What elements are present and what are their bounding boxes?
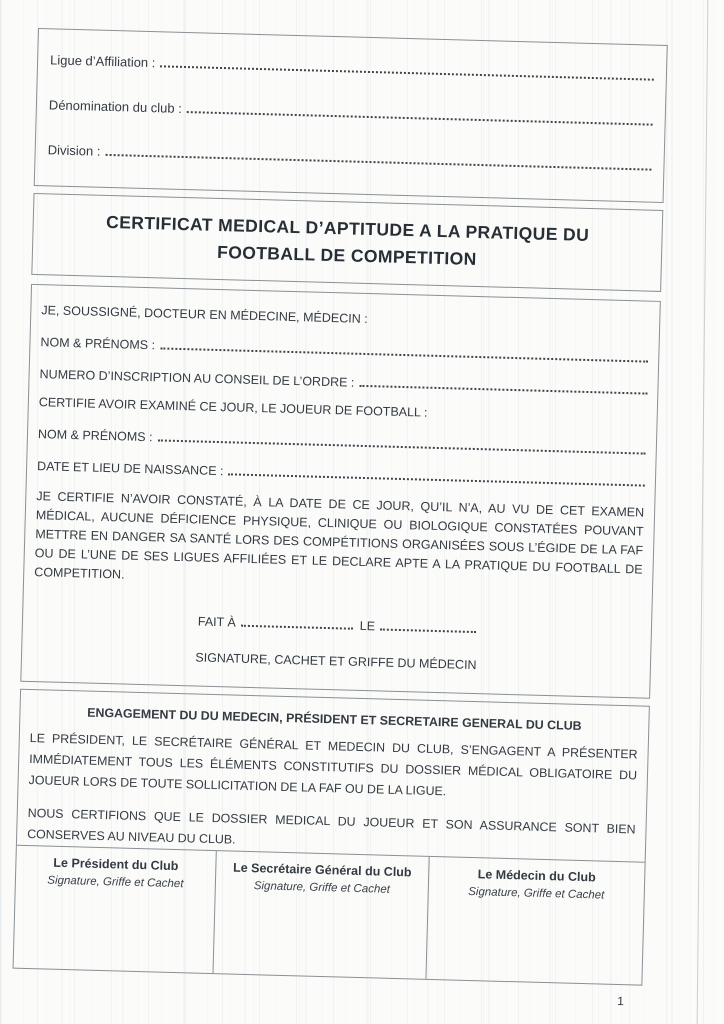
signature-table — [14, 845, 645, 985]
fait-a-row — [187, 610, 487, 636]
division-label: Division : — [47, 142, 101, 159]
doctor-name-label: NOM & PRÉNOMS : — [40, 335, 156, 353]
secretaire-subtitle: Signature, Griffe et Cachet — [253, 880, 391, 896]
dotted-leader — [359, 372, 647, 395]
dotted-leader — [105, 141, 651, 171]
signature-column-medecin — [425, 857, 644, 985]
president-subtitle: Signature, Griffe et Cachet — [47, 874, 184, 891]
field-row-doctor-name — [40, 331, 648, 365]
certificate-body-box — [20, 284, 661, 699]
affiliation-fields-box — [34, 28, 668, 203]
page-number: 1 — [617, 994, 625, 1009]
dotted-leader — [228, 460, 645, 486]
dotted-leader — [157, 426, 646, 454]
signature-column-president — [14, 846, 216, 973]
engagement-box — [13, 689, 650, 986]
player-name-label: NOM & PRÉNOMS : — [37, 427, 153, 445]
dotted-leader — [380, 615, 476, 633]
engagement-heading: ENGAGEMENT DU DU MEDECIN, PRÉSIDENT ET SECRETAIRE GENERAL DU CLUB — [87, 705, 582, 733]
dotted-leader — [160, 334, 649, 362]
doctor-signature-line: SIGNATURE, CACHET ET GRIFFE DU MÉDECIN — [195, 650, 477, 673]
dotted-leader — [187, 98, 653, 126]
attestation-paragraph: JE CERTIFIE N’AVOIR CONSTATÉ, À LA DATE DE CE JOUR, QU’IL N’A, AU VU DE CET EXAMEN MÉDICAL, AUCUNE DÉFICIENCE PHYSIQUE, CLINIQUE OU BIOLOGIQUE CONSTATÉES POUVANT METTRE EN DANGER SA SANTÉ LORS DES COMPÉTITIONS ORGANISÉES SOUS L’ÉGIDE DE LA FAF OU DE L’UNE DE SES LIGUES AFFILIÉES ET LE DECLARE APTE A LA PRATIQUE DU FOOTBALL DE COMPETITION. — [34, 489, 645, 582]
field-row-club — [49, 94, 653, 128]
ligue-affiliation-label: Ligue d’Affiliation : — [49, 52, 156, 71]
engagement-paragraph-2: NOUS CERTIFIONS QUE LE DOSSIER MEDICAL DU JOUEUR ET SON ASSURANCE SONT BIEN CONSERVES AU NIVEAU DU CLUB. — [27, 806, 636, 847]
field-row-birth — [37, 455, 645, 489]
document-sheet — [12, 28, 668, 1009]
field-row-order-number — [39, 363, 647, 397]
birth-date-place-label: DATE ET LIEU DE NAISSANCE : — [36, 459, 224, 479]
le-label: LE — [359, 618, 376, 634]
certificate-title-line2: FOOTBALL DE COMPETITION — [216, 241, 478, 269]
field-row-division — [48, 139, 652, 173]
doctor-intro-line: JE, SOUSSIGNÉ, DOCTEUR EN MÉDECINE, MÉDECIN : — [41, 303, 368, 327]
dotted-leader — [241, 612, 353, 630]
field-row-player-name — [38, 423, 646, 457]
scanner-edge-artifact — [697, 0, 709, 1024]
fait-a-label: FAIT À — [197, 614, 237, 630]
dotted-leader — [160, 52, 654, 80]
title-box — [31, 193, 663, 292]
medecin-title: Le Médecin du Club — [477, 867, 596, 885]
secretaire-title: Le Secrétaire Général du Club — [232, 860, 412, 880]
medecin-subtitle: Signature, Griffe et Cachet — [468, 885, 605, 902]
order-number-label: NUMERO D’INSCRIPTION AU CONSEIL DE L’ORDRE : — [39, 367, 355, 390]
field-row-ligue — [50, 49, 654, 83]
certificate-title-line1: CERTIFICAT MEDICAL D’APTITUDE A LA PRATIQUE DU — [105, 211, 590, 245]
president-title: Le Président du Club — [53, 855, 179, 874]
signature-column-secretaire — [213, 851, 429, 979]
examined-line: CERTIFIE AVOIR EXAMINÉ CE JOUR, LE JOUEUR DE FOOTBALL : — [38, 395, 428, 420]
denomination-club-label: Dénomination du club : — [48, 97, 183, 116]
engagement-paragraph-1: LE PRÉSIDENT, LE SECRÉTAIRE GÉNÉRAL ET MEDECIN DU CLUB, S’ENGAGENT A PRÉSENTER IMMÉDIATEMENT TOUS LES ÉLÉMENTS CONSTITUTIFS DU DOSSIER MÉDICAL OBLIGATOIRE DU JOUEUR LORS DE TOUTE SOLLICITATION DE LA FAF OU DE LA LIGUE. — [28, 731, 638, 799]
